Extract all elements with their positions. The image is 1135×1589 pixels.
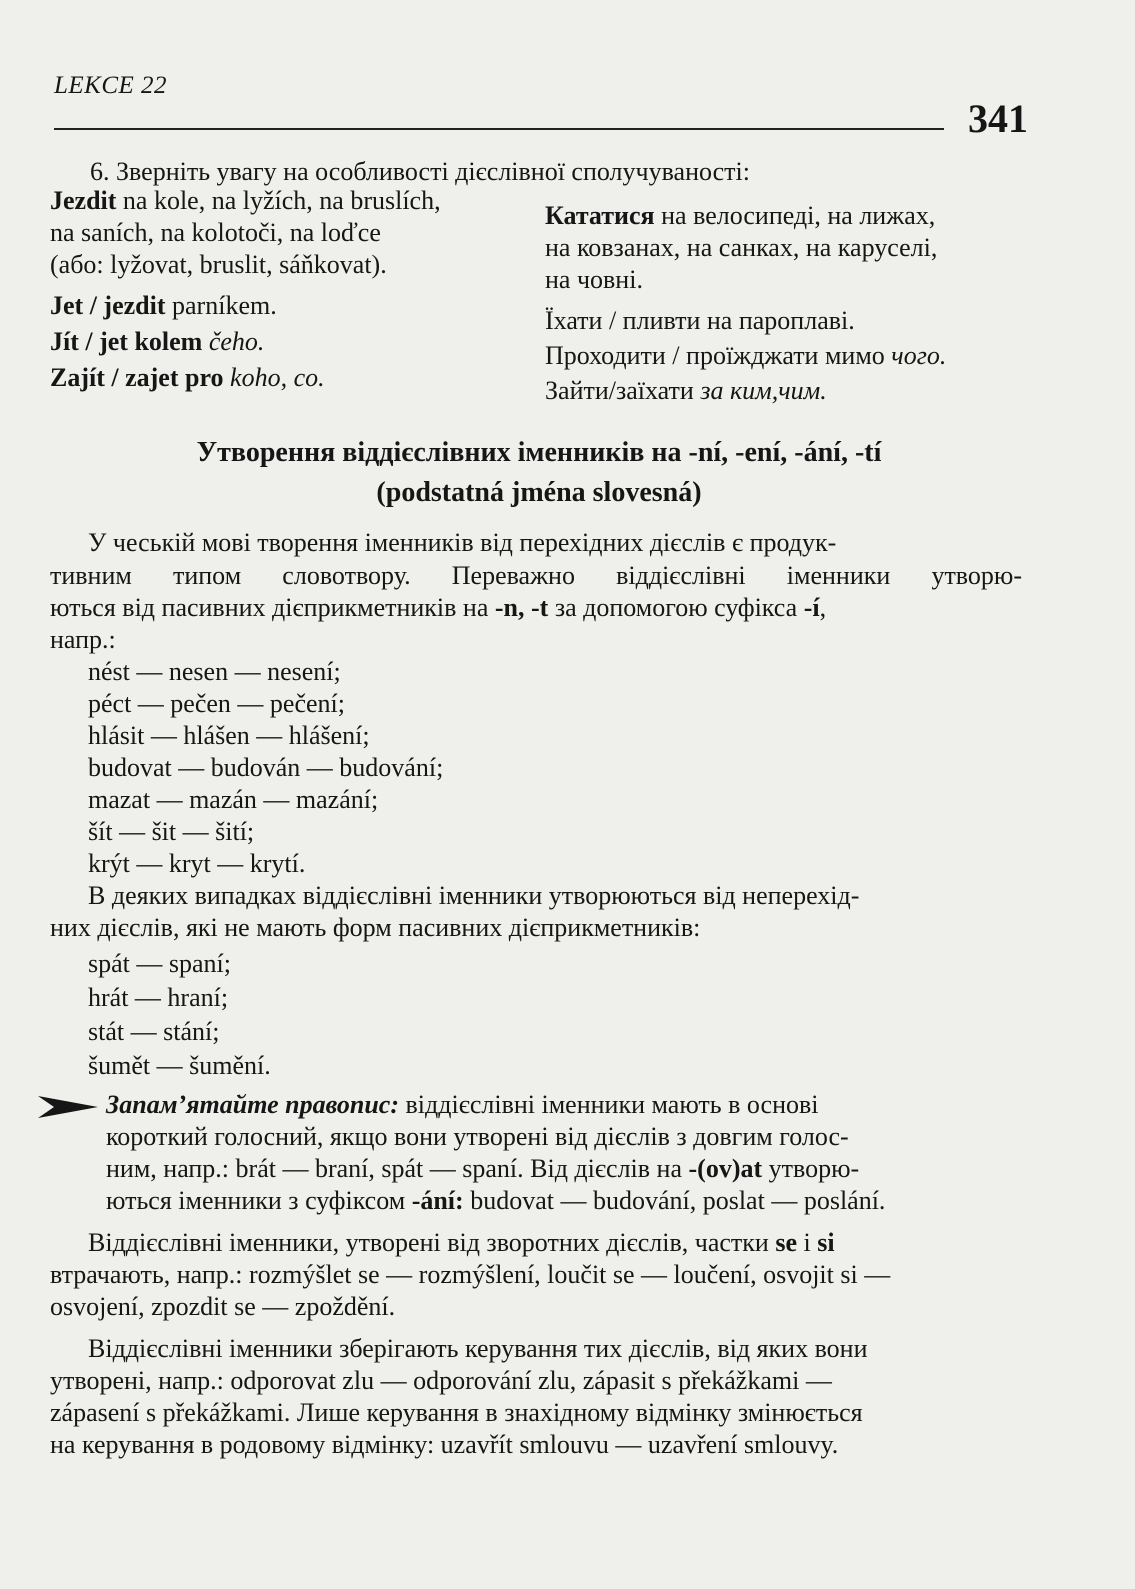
para2-line-2: них дієслів, які не мають форм пасивних дієприкметників: [50,913,701,942]
exercise-left-line-5: Jít / jet kolem čeho. [50,327,265,356]
page-number: 341 [968,96,1028,141]
note-line-3: ним, напр.: brát — braní, spát — spaní. Від дієслів на -(ov)at утворю- [106,1154,860,1183]
exercise-right-line-3: на човні. [545,265,643,294]
para4-line-1: Віддієслівні іменники зберігають керування тих дієслів, від яких вони [88,1334,868,1363]
para3-line-1: Віддієслівні іменники, утворені від зворотних дієслів, частки se і si [88,1228,835,1257]
para2-line-1: В деяких випадках віддієслівні іменники утворюються від неперехід- [88,881,860,910]
example-line: péct — pečen — pečení; [88,689,345,718]
section-title-line-1: Утворення віддієслівних іменників на -ní, -ení, -ání, -tí [196,437,882,468]
exercise-right-line-2: на ковзанах, на санках, на каруселі, [545,233,938,262]
para1-line-2: тивним типом словотвору. Переважно віддієслівні іменники утворю- [50,561,1022,590]
exercise-left-line-6: Zajít / zajet pro koho, co. [50,363,325,392]
header-rule [54,128,944,130]
example-line: stát — stání; [88,1017,220,1046]
para1-line-3: ються від пасивних дієприкметників на -n, -t за допомогою суфікса -í, [50,593,827,622]
note-line-4: ються іменники з суфіксом -ání: budovat — budování, poslat — poslání. [106,1186,886,1215]
para4-line-2: утворені, напр.: odporovat zlu — odporování zlu, zápasit s překážkami — [50,1366,832,1395]
para1-line-4: напр.: [50,625,116,654]
exercise-intro: 6. Зверніть увагу на особливості дієслівної сполучуваності: [90,157,750,186]
exercise-left-line-3: (або: lyžovat, bruslit, sáňkovat). [50,250,387,279]
example-line: mazat — mazán — mazání; [88,785,379,814]
example-line: šumět — šumění. [88,1051,271,1080]
exercise-right-line-6: Зайти/заїхати за ким,чим. [545,376,827,405]
exercise-left-line-1: Jezdit na kole, na lyžích, na bruslích, [50,186,441,215]
section-title-line-2: (podstatná jména slovesná) [376,477,702,508]
example-line: budovat — budován — budování; [88,753,444,782]
para1-line-1: У чеській мові творення іменників від перехідних дієслів є продук- [88,528,837,557]
example-line: spát — spaní; [88,949,231,978]
example-line: hrát — hraní; [88,983,229,1012]
example-line: krýt — kryt — krytí. [88,849,306,878]
example-line: hlásit — hlášen — hlášení; [88,721,370,750]
exercise-right-line-1: Кататися на велосипеді, на лижах, [545,201,936,230]
note-line-2: короткий голосний, якщо вони утворені від дієслів з довгим голос- [106,1122,849,1151]
lesson-header: LEKCE 22 [54,72,168,99]
example-line: nést — nesen — nesení; [88,657,341,686]
note-line-1: Запам’ятайте правопис: віддієслівні іменники мають в основі [106,1090,819,1119]
para4-line-3: zápasení s překážkami. Лише керування в знахідному відмінку змінюється [50,1398,863,1427]
arrow-icon [36,1092,100,1127]
para3-line-3: osvojení, zpozdit se — zpoždění. [50,1292,396,1321]
exercise-right-line-4: Їхати / пливти на пароплаві. [545,306,855,335]
para4-line-4: на керування в родовому відмінку: uzavřít smlouvu — uzavření smlouvy. [50,1430,839,1459]
example-line: šít — šit — šití; [88,817,255,846]
para3-line-2: втрачають, напр.: rozmýšlet se — rozmýšlení, loučit se — loučení, osvojit si — [50,1260,891,1289]
exercise-right-line-5: Проходити / проїжджати мимо чого. [545,341,947,370]
exercise-left-line-4: Jet / jezdit parníkem. [50,291,277,320]
exercise-left-line-2: na saních, na kolotoči, na loďce [50,218,381,247]
